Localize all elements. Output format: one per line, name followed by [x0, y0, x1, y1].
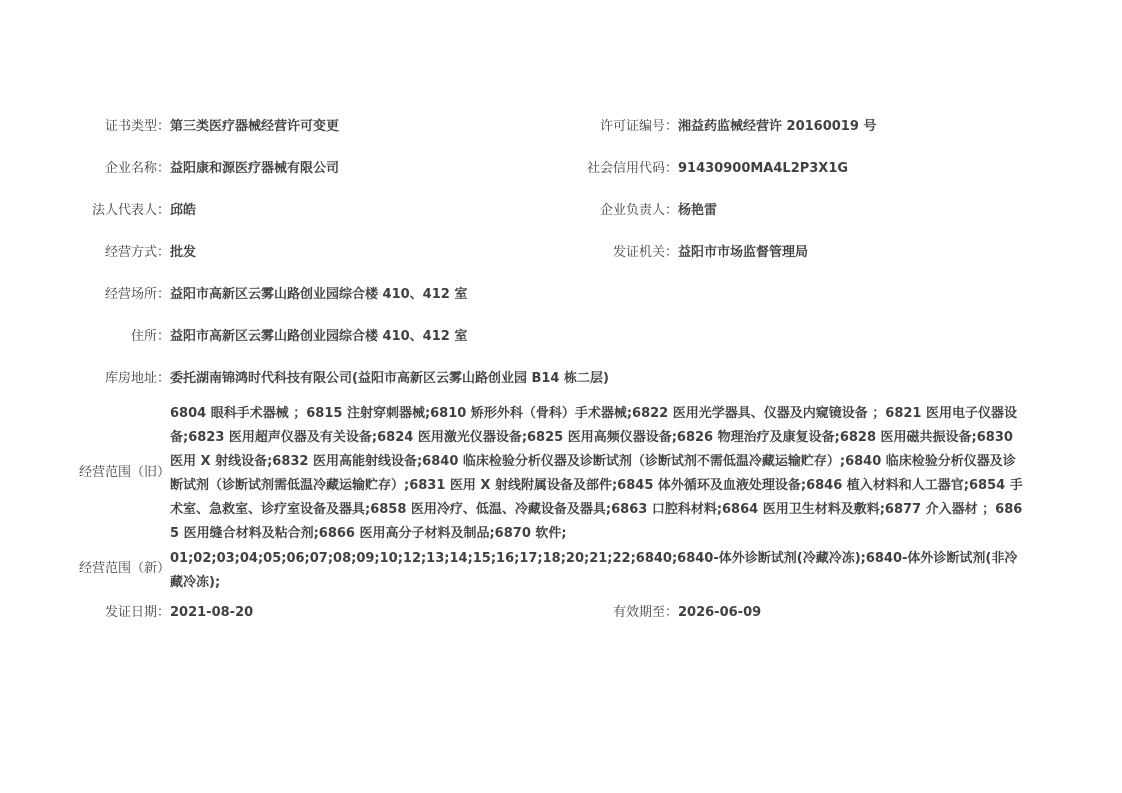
authority-value: 益阳市市场监督管理局: [678, 245, 809, 260]
residence-label: 住所：: [130, 329, 170, 344]
authority-label: 发证机关：: [612, 245, 678, 260]
company-label: 企业名称：: [104, 161, 170, 176]
scope-new-value: 01;02;03;04;05;06;07;08;09;10;12;13;14;15;16;17;18;20;21;22;6840;6840-体外诊断试剂(冷藏冷冻);6840-体外诊断试剂(非冷藏冷冻);: [170, 551, 1018, 590]
license-no-label: 许可证编号：: [599, 119, 678, 134]
cert-type-label: 证书类型：: [104, 119, 170, 134]
scope-old-value: 6804 眼科手术器械 ；6815 注射穿刺器械;6810 矫形外科（骨科）手术器械;6822 医用光学器具、仪器及内窥镜设备 ；6821 医用电子仪器设备;6823 医用超声仪器及有关设备;6824 医用激光仪器设备;6825 医用高频仪器设备;6826 物理治疗及康复设备;6828 医用磁共振设备;6830 医用 X 射线设备;6832 医用高能射线设备;6840 临床检验分析仪器及诊断试剂（诊断试剂不需低温冷藏运输贮存）;6840 临床检验分析仪器及诊断试剂（诊断试剂需低温冷藏运输贮存）;6831 医用 X 射线附属设备及部件;6845 体外循环及血液处理设备;6846 植入材料和人工器官;6854 手术室、急救室、诊疗室设备及器具;6858 医用冷疗、低温、冷藏设备及器具;6863 口腔科材料;6864 医用卫生材料及敷料;6877 介入器材 ；6865 医用缝合材料及粘合剂;6866 医用高分子材料及制品;6870 软件;: [170, 406, 1023, 541]
warehouse-value: 委托湖南锦鸿时代科技有限公司(益阳市高新区云雾山路创业园 B14 栋二层): [170, 371, 609, 386]
residence-value: 益阳市高新区云雾山路创业园综合楼 410、412 室: [170, 329, 468, 344]
scope-new-label: 经营范围（新）: [78, 561, 170, 576]
valid-until-value: 2026-06-09: [678, 605, 762, 620]
mode-label: 经营方式：: [104, 245, 170, 260]
premises-value: 益阳市高新区云雾山路创业园综合楼 410、412 室: [170, 287, 468, 302]
license-no-value: 湘益药监械经营许 20160019 号: [678, 119, 877, 134]
manager-value: 杨艳雷: [678, 203, 718, 218]
company-value: 益阳康和源医疗器械有限公司: [170, 161, 340, 176]
issue-date-label: 发证日期：: [104, 605, 170, 620]
warehouse-label: 库房地址：: [104, 371, 170, 386]
mode-value: 批发: [170, 245, 197, 260]
valid-until-label: 有效期至：: [612, 605, 678, 620]
legal-rep-label: 法人代表人：: [91, 203, 170, 218]
premises-label: 经营场所：: [104, 287, 170, 302]
legal-rep-value: 邱皓: [170, 203, 197, 218]
manager-label: 企业负责人：: [599, 203, 678, 218]
cert-type-value: 第三类医疗器械经营许可变更: [170, 119, 340, 134]
credit-code-value: 91430900MA4L2P3X1G: [678, 161, 849, 176]
scope-old-label: 经营范围（旧）: [78, 465, 170, 480]
credit-code-label: 社会信用代码：: [586, 161, 678, 176]
issue-date-value: 2021-08-20: [170, 605, 254, 620]
